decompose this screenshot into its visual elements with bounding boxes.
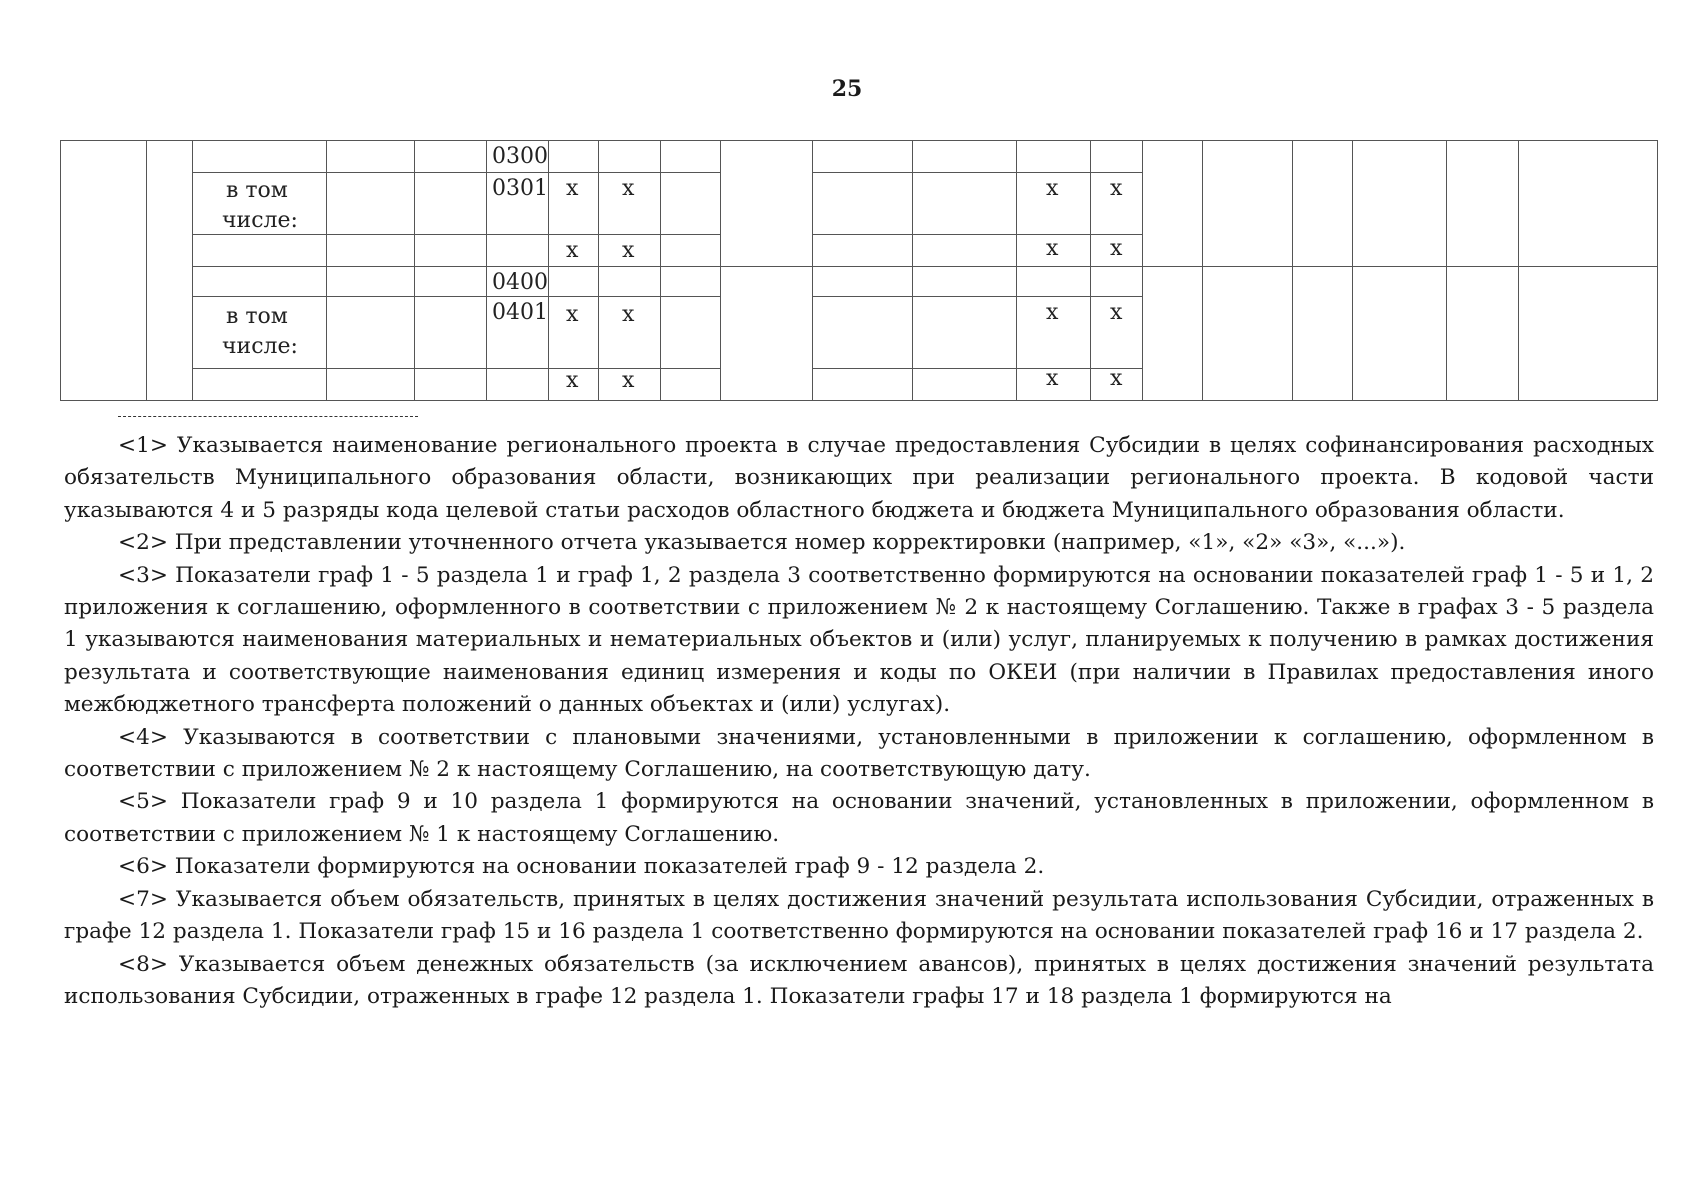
x-mark: x <box>1046 236 1059 261</box>
col-line <box>1202 140 1203 401</box>
x-mark: x <box>566 238 579 263</box>
x-mark: x <box>622 302 635 327</box>
x-mark: x <box>622 176 635 201</box>
footnote-7: <7> Указывается объем обязательств, принятых в целях достижения значений результата использования Субсидии, отраженных в графе 12 раздела 1. Показатели граф 15 и 16 раздела 1 соответственно формируются на основании показателей граф 16 и 17 раздела 2. <box>64 886 1654 945</box>
x-mark: x <box>1046 176 1059 201</box>
row-line <box>812 368 1142 369</box>
row-line <box>812 234 1142 235</box>
x-mark: x <box>566 368 579 393</box>
x-mark: x <box>1110 176 1123 201</box>
col-line <box>598 140 599 401</box>
footnote-3: <3> Показатели граф 1 - 5 раздела 1 и граф 1, 2 раздела 3 соответственно формируются на основании показателей граф 1 - 5 и 1, 2 приложения к соглашению, оформленного в соответствии с приложением № 2 к настоящему Соглашению. Также в графах 3 - 5 раздела 1 указываются наименования материальных и нематериальных объектов и (или) услуг, планируемых к получению в рамках достижения результата и соответствующие наименования единиц измерения и коды по ОКЕИ (при наличии в Правилах предоставления иного межбюджетного трансферта положений о данных объектах и (или) услугах). <box>64 562 1654 718</box>
x-mark: x <box>1046 300 1059 325</box>
including-label: в том <box>226 178 288 203</box>
row-line <box>812 172 1142 173</box>
report-table <box>60 132 1658 404</box>
footnote-separator <box>118 416 418 417</box>
col-line <box>60 140 61 401</box>
including-label: числе: <box>222 208 298 233</box>
x-mark: x <box>1110 236 1123 261</box>
col-line <box>548 140 549 401</box>
col-line <box>660 140 661 401</box>
page-number: 25 <box>831 76 863 102</box>
col-line <box>192 140 193 401</box>
footnote-5: <5> Показатели граф 9 и 10 раздела 1 формируются на основании значений, установленных в приложении, оформленном в соответствии с приложением № 1 к настоящему Соглашению. <box>64 789 1654 847</box>
x-mark: x <box>1046 366 1059 391</box>
row-line <box>192 368 720 369</box>
col-line <box>414 140 415 401</box>
x-mark: x <box>1110 300 1123 325</box>
x-mark: x <box>566 176 579 201</box>
code-cell: 0301 <box>492 176 548 201</box>
x-mark: x <box>622 238 635 263</box>
col-line <box>812 140 813 401</box>
col-line <box>1016 140 1017 401</box>
x-mark: x <box>622 368 635 393</box>
col-line <box>1292 140 1293 401</box>
col-line <box>720 140 721 401</box>
including-label: числе: <box>222 334 298 359</box>
row-line <box>192 172 720 173</box>
code-cell: 0300 <box>492 144 548 169</box>
col-line <box>1142 140 1143 401</box>
col-line <box>912 140 913 401</box>
code-cell: 0400 <box>492 270 548 295</box>
col-line <box>486 140 487 401</box>
col-line <box>1518 140 1519 401</box>
row-line <box>812 296 1142 297</box>
footnote-8: <8> Указывается объем денежных обязательств (за исключением авансов), принятых в целях достижения значений результата использования Субсидии, отраженных в графе 12 раздела 1. Показатели графы 17 и 18 раздела 1 формируются на <box>64 951 1654 1009</box>
x-mark: x <box>566 302 579 327</box>
row-line <box>192 296 720 297</box>
table-border-top <box>60 140 1658 141</box>
col-line <box>1657 140 1658 401</box>
col-line <box>1090 140 1091 401</box>
col-line <box>1446 140 1447 401</box>
col-line <box>146 140 147 401</box>
including-label: в том <box>226 304 288 329</box>
footnotes <box>64 430 1654 1013</box>
footnote-6: <6> Показатели формируются на основании показателей граф 9 - 12 раздела 2. <box>118 854 1045 880</box>
code-cell: 0401 <box>492 300 548 325</box>
footnote-1: <1> Указывается наименование регионального проекта в случае предоставления Субсидии в целях софинансирования расходных обязательств Муниципального образования области, возникающих при реализации регионального проекта. В кодовой части указываются 4 и 5 разряды кода целевой статьи расходов областного бюджета и бюджета Муниципального образования области. <box>64 433 1654 523</box>
row-line <box>192 266 720 267</box>
col-line <box>326 140 327 401</box>
footnote-2: <2> При представлении уточненного отчета указывается номер корректировки (например, «1», «2» «3», «...»). <box>118 530 1406 556</box>
footnote-4: <4> Указываются в соответствии с плановыми значениями, установленными в приложении к соглашению, оформленном в соответствии с приложением № 2 к настоящему Соглашению, на соответствующую дату. <box>64 724 1654 783</box>
table-border-bottom <box>60 400 1658 401</box>
x-mark: x <box>1110 366 1123 391</box>
col-line <box>1352 140 1353 401</box>
